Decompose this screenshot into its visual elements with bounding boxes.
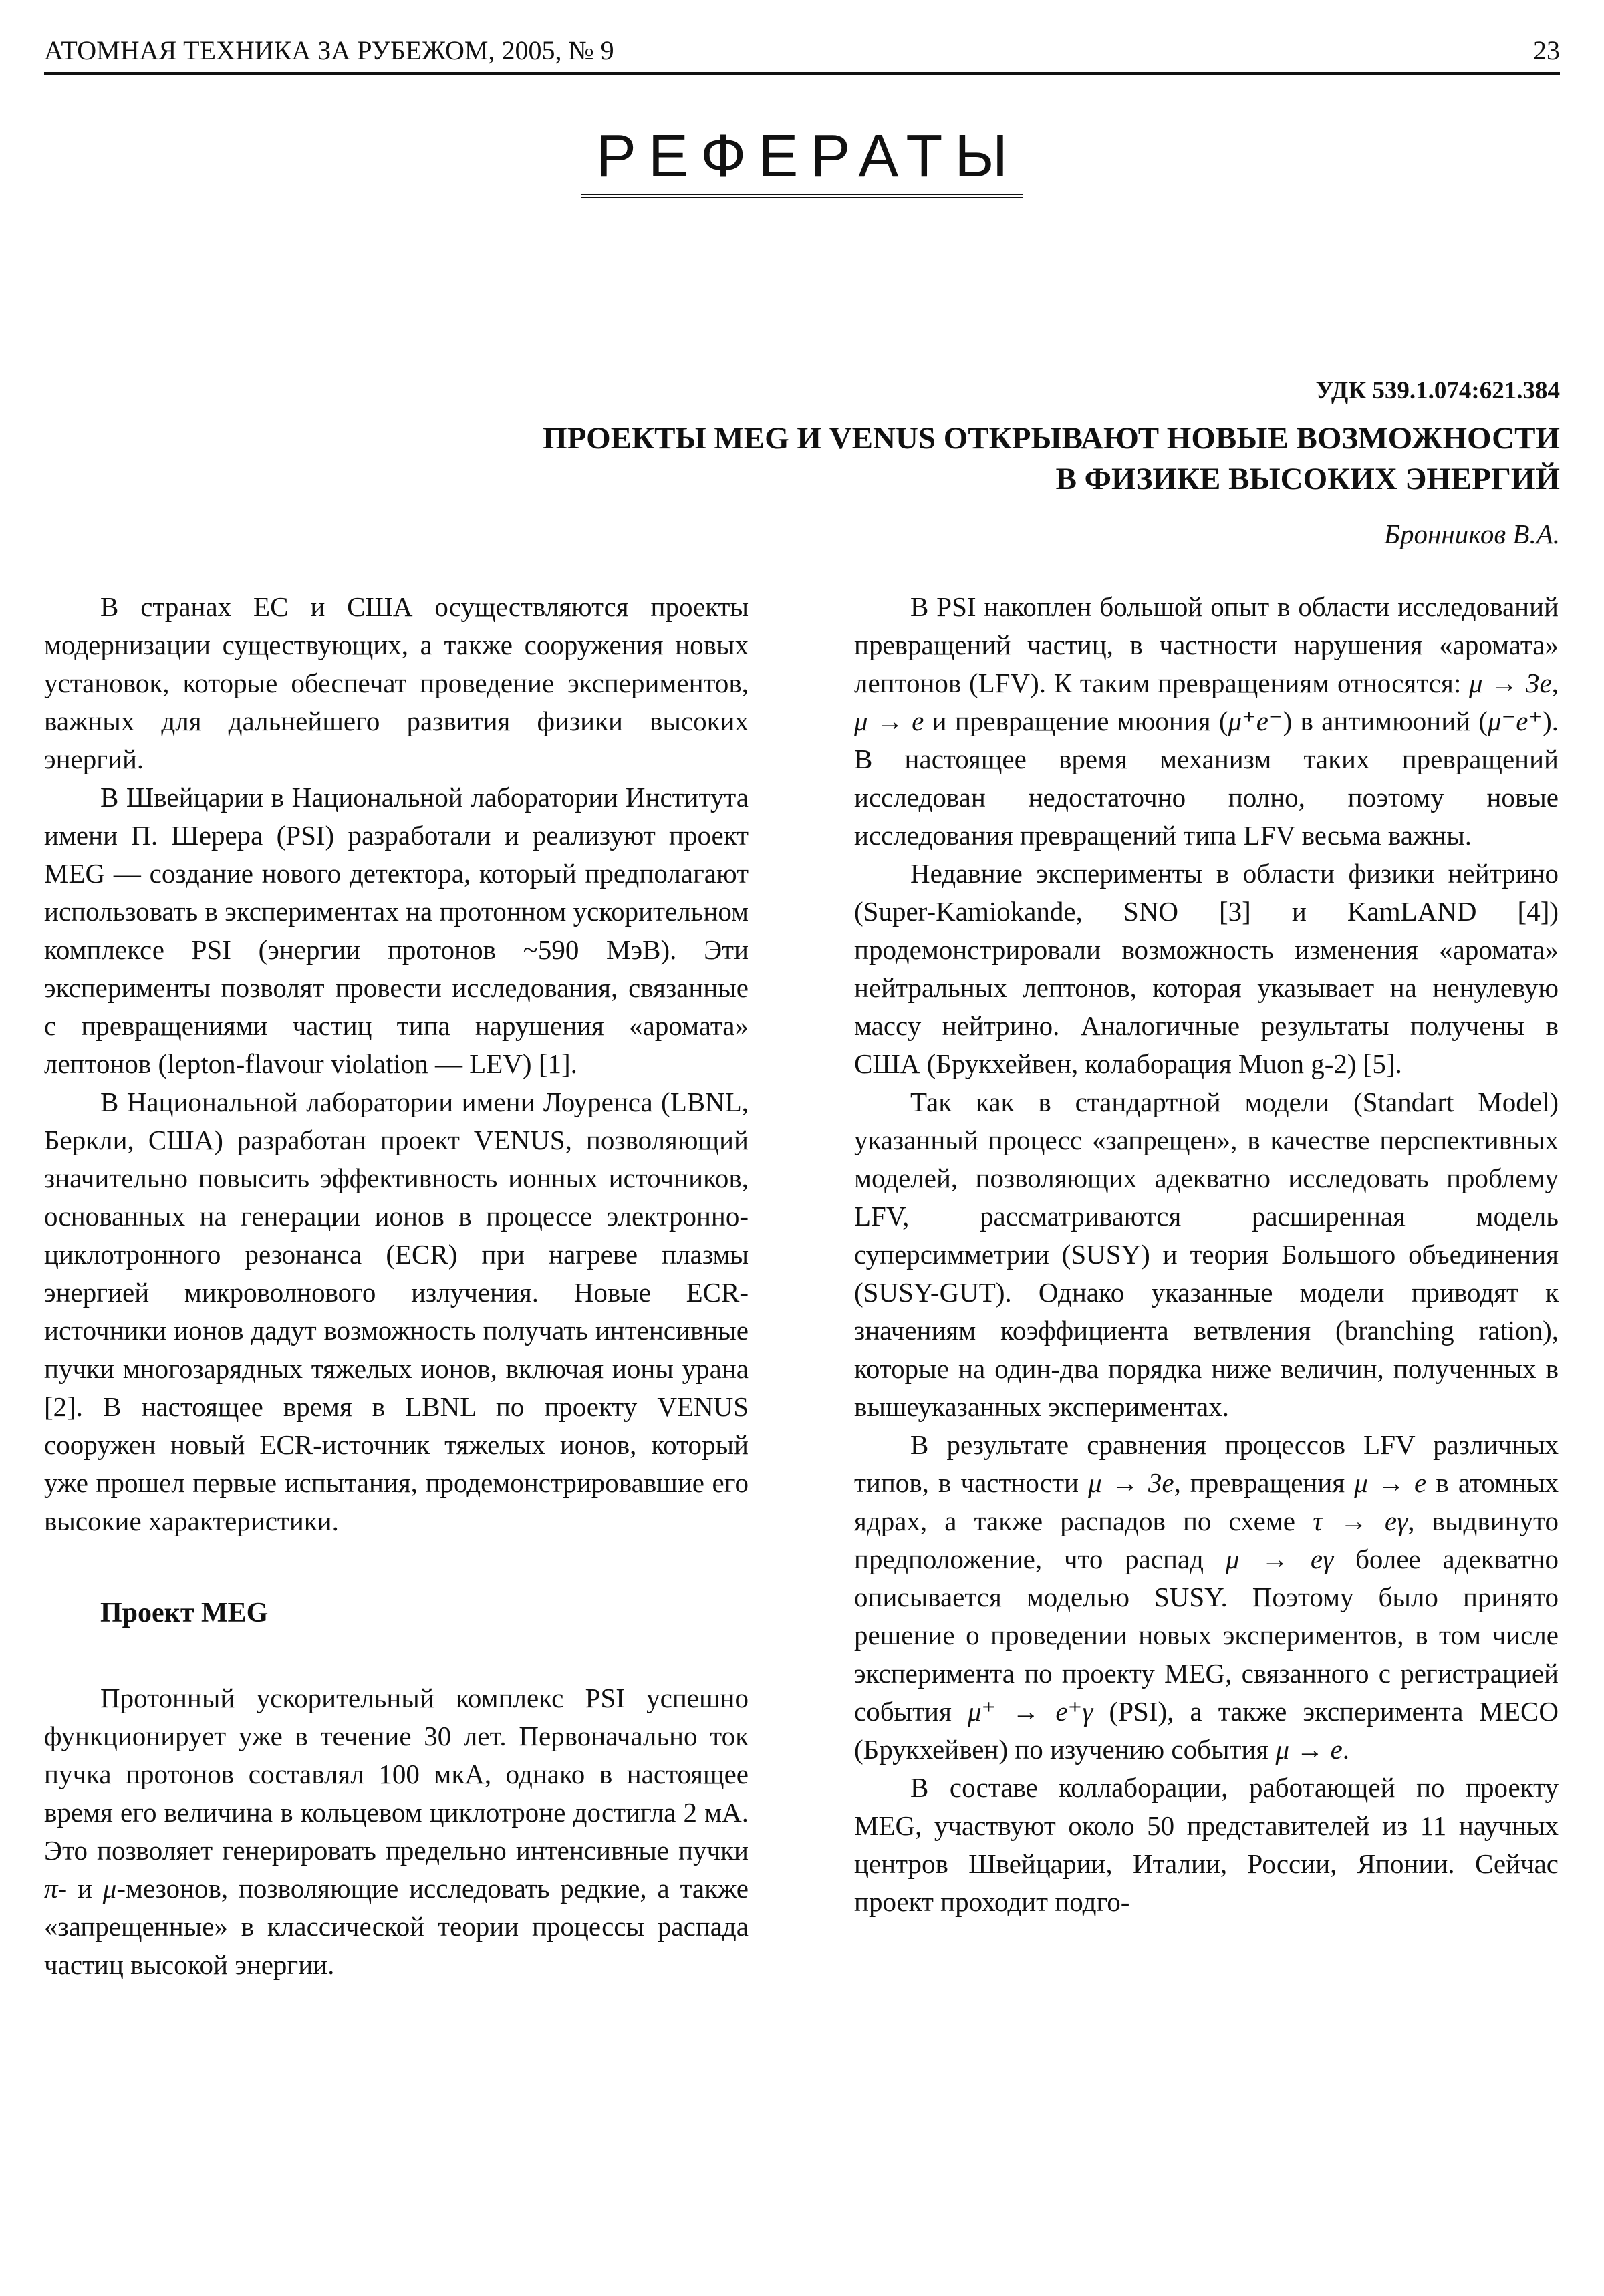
running-head <box>44 29 1560 75</box>
formula: μ → 3e <box>1468 668 1552 698</box>
text-run: В PSI накоплен большой опыт в области исследований превращений частиц, в частности нарушения «аромата» лептонов (LFV). К таким превращениям относятся: <box>854 591 1559 698</box>
formula: μ → e <box>1275 1734 1343 1765</box>
journal-title: АТОМНАЯ ТЕХНИКА ЗА РУБЕЖОМ, 2005, № 9 <box>44 35 614 65</box>
right-column <box>854 588 1559 1921</box>
article-author: Бронников В.А. <box>1383 519 1560 549</box>
formula: μ⁺ → e⁺γ <box>967 1696 1093 1727</box>
paragraph: Недавние эксперименты в области физики нейтрино (Super-Kamiokande, SNO [3] и KamLAND [4]) продемонстрировали возможность изменения «аромата» нейтральных лептонов, которая указывает на ненулевую массу нейтрино. Аналогичные результаты получены в США (Брукхейвен, колаборация Muon g-2) [5]. <box>854 858 1559 1079</box>
formula: μ → eγ <box>1225 1544 1334 1574</box>
article-title <box>290 418 1560 500</box>
udc-code: УДК 539.1.074:621.384 <box>1315 377 1560 404</box>
text-run: и превращение мюония ( <box>924 706 1228 736</box>
text-run: (PSI), а также эксперимента MECO (Брукхейвен) по изучению события <box>854 1696 1559 1765</box>
mu-symbol: μ <box>102 1873 117 1904</box>
formula: μ → e <box>854 706 924 736</box>
text-run: в атомных ядрах, а также распадов по схеме <box>854 1467 1559 1536</box>
paragraph <box>44 1679 749 1984</box>
text-run: -мезонов, позволяющие исследовать редкие, а также «запрещенные» в классической теории процессы распада частиц высокой энергии. <box>44 1873 749 1980</box>
paragraph: Так как в стандартной модели (Standart Model) указанный процесс «запрещен», в качестве перспективных моделей, позволяющих адекватно исследовать проблему LFV, рассматриваются расширенная модель суперсимметрии (SUSY) и теория Большого объединения (SUSY-GUT). Однако указанные модели приводят к значениям коэффициента ветвления (branching ration), которые на один-два порядка ниже величин, полученных в вышеуказанных экспериментах. <box>854 1087 1559 1422</box>
subheading-meg: Проект MEG <box>100 1598 269 1628</box>
formula: μ → 3e <box>1088 1467 1174 1498</box>
paragraph: В Национальной лаборатории имени Лоуренса (LBNL, Беркли, США) разработан проект VENUS, позволяющий значительно повысить эффективность ионных источников, основанных на генерации ионов в процессе электронно-циклотронного резонанса (ECR) при нагреве плазмы энергией микроволнового излучения. Новые ECR-источники ионов дадут возможность получать интенсивные пучки многозарядных тяжелых ионов, включая ионы урана [2]. В настоящее время в LBNL по проекту VENUS сооружен новый ECR-источник тяжелых ионов, который уже прошел первые испытания, продемонстрировавшие его высокие характеристики. <box>44 1087 749 1536</box>
text-run: , выдвинуто предположение, что распад <box>854 1505 1559 1574</box>
section-title <box>0 123 1604 198</box>
formula: μ⁻e⁺ <box>1488 706 1543 736</box>
paragraph <box>854 588 1559 855</box>
text-run: . <box>1342 1734 1350 1765</box>
left-column <box>44 588 749 1984</box>
page-number: 23 <box>1533 35 1560 65</box>
paragraph: В странах ЕС и США осуществляются проекты модернизации существующих, а также сооружения новых установок, которые обеспечат проведение экспериментов, важных для дальнейшего развития физики высоких энергий. <box>44 591 749 774</box>
text-run: ). В настоящее время механизм таких превращений исследован недостаточно полно, поэтому новые исследования превращений типа LFV весьма важны. <box>854 706 1559 851</box>
article-title-line-2: В ФИЗИКЕ ВЫСОКИХ ЭНЕРГИЙ <box>1055 462 1560 496</box>
pi-symbol: π <box>44 1873 58 1904</box>
section-title-text: РЕФЕРАТЫ <box>581 123 1023 198</box>
text-run: , превращения <box>1174 1467 1355 1498</box>
formula: μ⁺e⁻ <box>1228 706 1283 736</box>
article-title-line-1: ПРОЕКТЫ MEG И VENUS ОТКРЫВАЮТ НОВЫЕ ВОЗМОЖНОСТИ <box>543 421 1560 456</box>
formula: μ → e <box>1354 1467 1427 1498</box>
text-run: Протонный ускорительный комплекс PSI успешно функционирует уже в течение 30 лет. Первоначально ток пучка протонов составлял 100 мкА, однако в настоящее время его величина в кольцевом циклотроне достигла 2 мА. Это позволяет генерировать предельно интенсивные пучки <box>44 1683 749 1866</box>
formula: τ → eγ <box>1313 1505 1408 1536</box>
paragraph: В Швейцарии в Национальной лаборатории Института имени П. Шерера (PSI) разработали и реализуют проект MEG — создание нового детектора, который предполагают использовать в экспериментах на протонном ускорительном комплексе PSI (энергии протонов ~590 МэВ). Эти эксперименты позволят провести исследования, связанные с превращениями частиц типа нарушения «аромата» лептонов (lepton-flavour violation — LEV) [1]. <box>44 782 749 1079</box>
paragraph <box>854 1426 1559 1769</box>
text-run: - и <box>57 1873 103 1904</box>
text-run: более адекватно описывается моделью SUSY. Поэтому было принято решение о проведении новых экспериментов, в том числе эксперимента по проекту MEG, связанного с регистрацией события <box>854 1544 1559 1727</box>
text-run: , <box>1551 668 1559 698</box>
text-run: В результате сравнения процессов LFV различных типов, в частности <box>854 1429 1559 1498</box>
paragraph: В составе коллаборации, работающей по проекту MEG, участвуют около 50 представителей из 11 научных центров Швейцарии, Италии, России, Японии. Сейчас проект проходит подго- <box>854 1772 1559 1917</box>
text-run: ) в антимюоний ( <box>1283 706 1488 736</box>
